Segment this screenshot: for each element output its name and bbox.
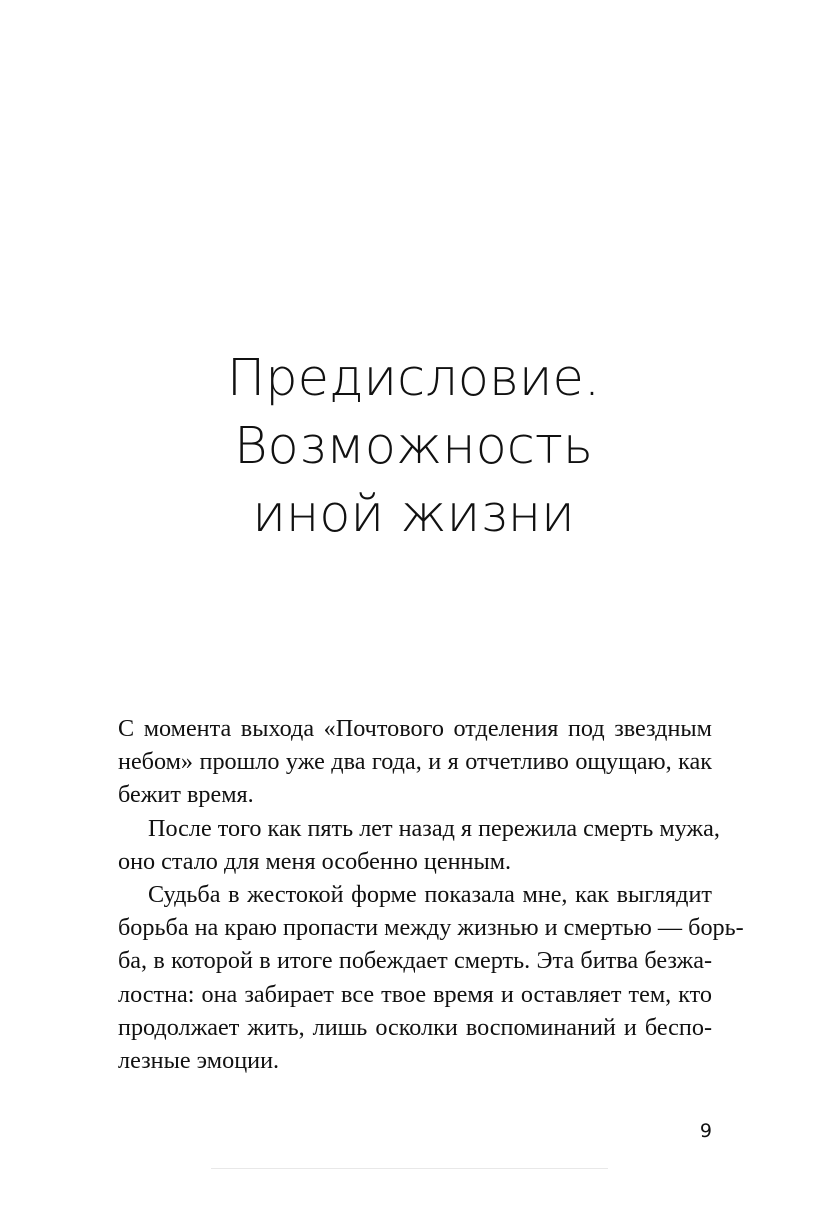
body-text — [118, 712, 744, 1077]
text-line: бежит время. — [118, 781, 254, 809]
text-line: лезные эмоции. — [118, 1047, 280, 1075]
paragraph — [118, 712, 712, 812]
text-line: продолжает жить, лишь осколки воспоминаний и беспо- — [118, 1013, 712, 1041]
page-number: 9 — [699, 1120, 712, 1142]
paragraph — [118, 812, 720, 878]
chapter-title-line: иной жизни — [252, 485, 575, 544]
chapter-title-line: Предисловие. — [226, 349, 601, 408]
text-line: оно стало для меня особенно ценным. — [118, 847, 512, 875]
paragraph — [118, 878, 744, 1077]
footer-divider — [211, 1168, 608, 1169]
text-line: лостна: она забирает все твое время и оставляет тем, кто — [118, 980, 712, 1008]
text-line: После того как пять лет назад я пережила смерть мужа, — [148, 814, 720, 842]
chapter-title — [0, 345, 827, 549]
text-line: Судьба в жестокой форме показала мне, как выглядит — [148, 881, 712, 909]
text-line: ба, в которой в итоге побеждает смерть. Эта битва безжа- — [118, 947, 712, 975]
text-line: небом» прошло уже два года, и я отчетливо ощущаю, как — [118, 748, 712, 776]
text-line: борьба на краю пропасти между жизнью и смертью — борь- — [118, 914, 744, 942]
chapter-title-line: Возможность — [234, 417, 593, 476]
text-line: С момента выхода «Почтового отделения под звездным — [118, 715, 712, 742]
